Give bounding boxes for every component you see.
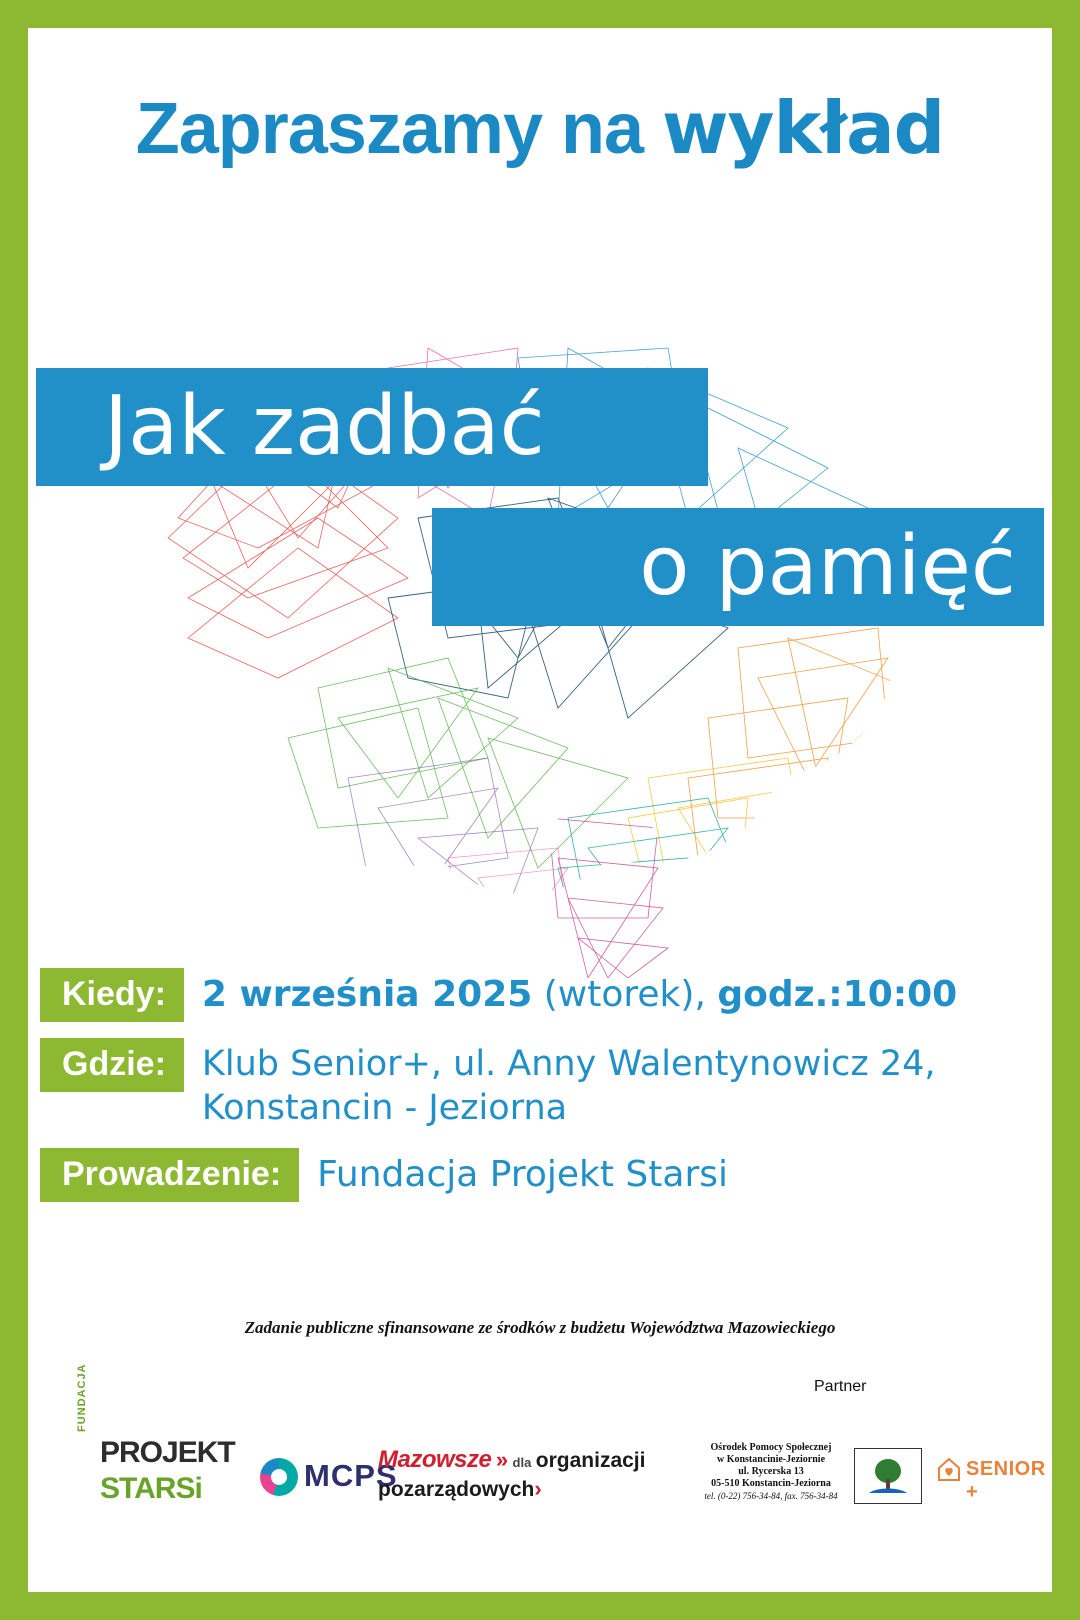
partner-label: Partner [814, 1378, 867, 1395]
logo-starsi-fundacja: FUNDACJA [76, 1363, 88, 1432]
coat-of-arms-icon [854, 1448, 922, 1504]
funding-note: Zadanie publiczne sfinansowane ze środków z budżetu Województwa Mazowieckiego [244, 1318, 836, 1337]
lecture-title-line1: Jak zadbać [36, 368, 708, 486]
label-when: Kiedy: [40, 968, 184, 1022]
value-when-day: (wtorek), [543, 974, 706, 1015]
lecture-title-line2: o pamięć [432, 508, 1044, 626]
detail-row-host [40, 1148, 1040, 1202]
logo-starsi-projekt: PROJEKT [100, 1436, 235, 1469]
logo-mazowsze-row1 [378, 1446, 698, 1474]
label-host: Prowadzenie: [40, 1148, 299, 1202]
value-where [184, 1038, 936, 1130]
value-where-line1: Klub Senior+, ul. Anny Walentynowicz 24, [201, 1044, 936, 1084]
headline-part1: Zapraszamy na [135, 89, 644, 169]
logo-mazowsze-ngo [378, 1446, 698, 1516]
detail-row-where [40, 1038, 1040, 1130]
logo-senior-text: SENIOR + [966, 1458, 1046, 1503]
logo-senior-plus [936, 1454, 1056, 1503]
mcps-mark-icon [260, 1458, 298, 1496]
ops-line5: tel. (0-22) 756-34-84, fax. 756-34-84 [704, 1491, 838, 1501]
ops-line2: w Konstancinie-Jeziornie [716, 1454, 826, 1465]
logo-mazowsze-row2 [378, 1476, 698, 1502]
event-details [40, 968, 1040, 1218]
logo-ops-konstancin [696, 1442, 846, 1502]
headline-part2: wykład [662, 86, 945, 170]
value-host: Fundacja Projekt Starsi [317, 1154, 729, 1195]
value-when-date: 2 września 2025 [201, 974, 533, 1015]
chevron-right-icon: » [495, 1447, 509, 1472]
detail-row-when [40, 968, 1040, 1022]
logo-mcps-text: MCPS [304, 1458, 398, 1493]
ops-line3: ul. Rycerska 13 [738, 1466, 804, 1477]
value-when [184, 968, 957, 1018]
ops-line4: 05-510 Konstancin-Jeziorna [711, 1478, 831, 1489]
logo-fundacja-projekt-starsi [76, 1363, 236, 1536]
logo-starsi-starsi: STARSi [100, 1472, 202, 1505]
ops-line1: Ośrodek Pomocy Społecznej [710, 1442, 832, 1453]
label-where: Gdzie: [40, 1038, 184, 1092]
value-where-line2: Konstancin - Jeziorna [201, 1088, 568, 1128]
logo-mazowsze-line2: pozarządowych [378, 1478, 535, 1501]
house-heart-icon [936, 1456, 962, 1482]
logo-mazowsze-dla: dla [512, 1455, 532, 1470]
poster-canvas [28, 28, 1052, 1592]
value-when-hour: godz.:10:00 [717, 974, 958, 1015]
page-title [28, 86, 1052, 170]
logo-mazowsze-word: Mazowsze [378, 1446, 492, 1473]
arrow-right-icon: › [534, 1476, 542, 1501]
logo-mazowsze-line1: organizacji [535, 1449, 646, 1472]
